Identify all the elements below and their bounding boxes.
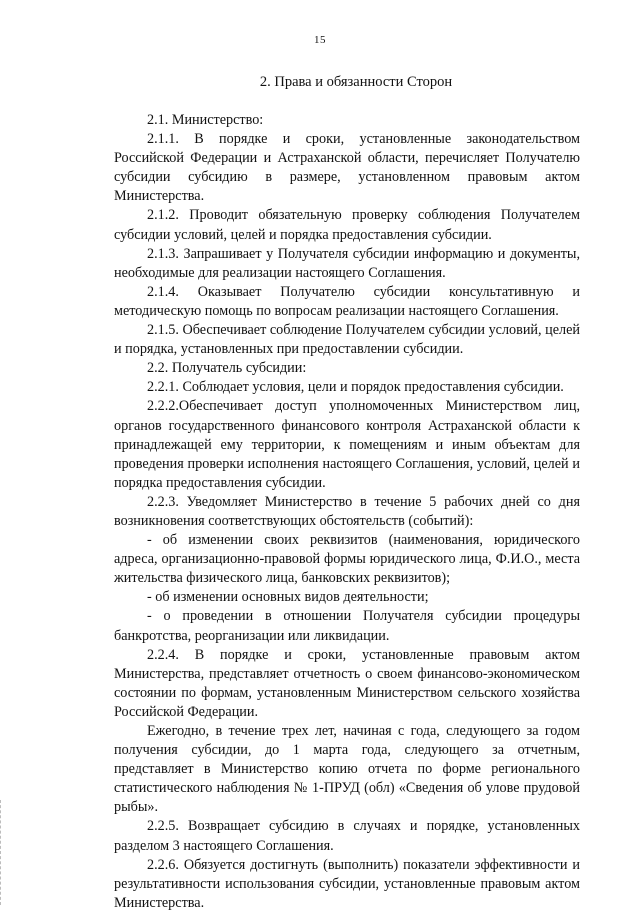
paragraph-2-1-4: 2.1.4. Оказывает Получателю субсидии консультативную и методическую помощь по вопросам реализации настоящего Соглашения. (114, 283, 580, 319)
paragraph-2-2-4: 2.2.4. В порядке и сроки, установленные правовым актом Министерства, представляет отчетность о своем финансово-экономическом состоянии по формам, установленным Министерством сельского хозяйства Российской Федерации. (114, 646, 580, 720)
list-item-activities: - об изменении основных видов деятельности; (147, 589, 429, 606)
paragraph-annual-report: Ежегодно, в течение трех лет, начиная с года, следующего за годом получения субсидии, до 1 марта года, следующего за отчетным, представляет в Министерство копию отчета по форме регионального статистического наблюдения № 1-ПРУД (обл) «Сведения об улове прудовой рыбы». (114, 723, 580, 816)
margin-scan-marks (0, 800, 3, 905)
paragraph-2-2-1: 2.2.1. Соблюдает условия, цели и порядок предоставления субсидии. (147, 379, 564, 396)
document-body (114, 106, 580, 913)
paragraph-2-1: 2.1. Министерство: (147, 112, 264, 128)
paragraph-2-1-3: 2.1.3. Запрашивает у Получателя субсидии информацию и документы, необходимые для реализации настоящего Соглашения. (114, 245, 580, 281)
paragraph-2-2-3: 2.2.3. Уведомляет Министерство в течение 5 рабочих дней со дня возникновения соответствующих обстоятельств (событий): (114, 493, 580, 529)
page-number: 15 (314, 34, 326, 46)
paragraph-2-1-5: 2.1.5. Обеспечивает соблюдение Получателем субсидии условий, целей и порядка, установленных при предоставлении субсидии. (114, 322, 580, 358)
paragraph-2-1-1: 2.1.1. В порядке и сроки, установленные законодательством Российской Федерации и Астраханской области, перечисляет Получателю субсидии субсидию в размере, установленном правовым актом Министерства. (114, 131, 580, 205)
paragraph-2-1-2: 2.1.2. Проводит обязательную проверку соблюдения Получателем субсидии условий, целей и порядка предоставления субсидии. (114, 207, 580, 243)
paragraph-2-2-6: 2.2.6. Обязуется достигнуть (выполнить) показатели эффективности и результативности использования субсидии, установленные правовым актом Министерства. (114, 856, 580, 911)
list-item-bankruptcy: - о проведении в отношении Получателя субсидии процедуры банкротства, реорганизации или ликвидации. (114, 608, 580, 644)
list-item-requisites: - об изменении своих реквизитов (наименования, юридического адреса, организационно-правовой формы юридического лица, Ф.И.О., места жительства физического лица, банковских реквизитов); (114, 532, 580, 587)
paragraph-2-2-5: 2.2.5. Возвращает субсидию в случаях и порядке, установленных разделом 3 настоящего Соглашения. (114, 818, 580, 854)
section-title: 2. Права и обязанности Сторон (259, 74, 453, 90)
paragraph-2-2-2: 2.2.2.Обеспечивает доступ уполномоченных Министерством лиц, органов государственного финансового контроля Астраханской области к принадлежащей ему территории, к помещениям и иным объектам для проведения проверки исполнения настоящего Соглашения, условий, целей и порядка предоставления субсидии. (114, 398, 580, 491)
paragraph-2-2: 2.2. Получатель субсидии: (147, 360, 307, 377)
